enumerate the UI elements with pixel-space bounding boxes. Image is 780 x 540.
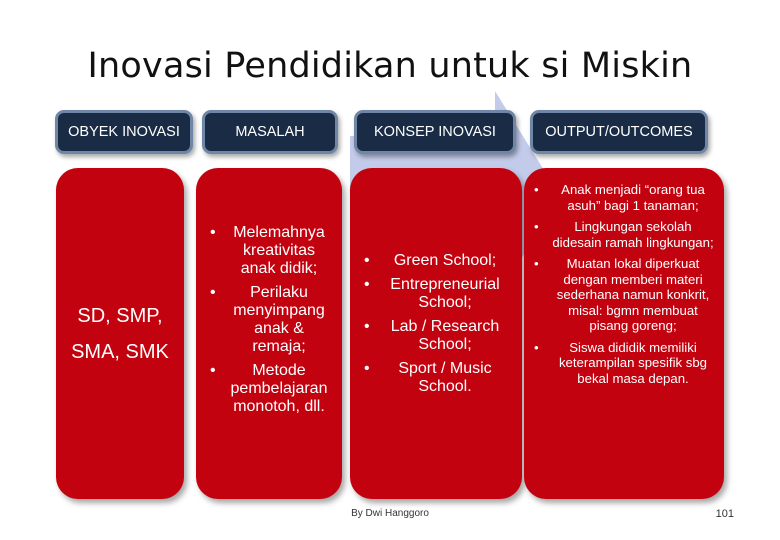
page-number: 101 xyxy=(715,508,734,520)
masalah-item: • Melemahnya kreativitas anak didik; xyxy=(208,224,332,278)
slide-title: Inovasi Pendidikan untuk si Miskin xyxy=(87,46,693,86)
box-konsep-inovasi xyxy=(350,168,522,499)
box-output-outcomes xyxy=(524,168,724,499)
header-konsep-inovasi: KONSEP INOVASI xyxy=(354,110,516,154)
header-obyek-inovasi: OBYEK INOVASI xyxy=(55,110,193,154)
masalah-item: • Metode pembelajaran monotoh, dll. xyxy=(208,362,332,416)
header-masalah: MASALAH xyxy=(202,110,338,154)
obyek-line-1: SD, SMP, xyxy=(77,304,163,327)
konsep-item: • Lab / Research School; xyxy=(362,318,510,354)
box-obyek-inovasi xyxy=(56,168,184,499)
konsep-item: • Green School; xyxy=(362,252,510,270)
output-item: • Lingkungan sekolah didesain ramah lingkungan; xyxy=(532,219,716,250)
obyek-line-2: SMA, SMK xyxy=(71,340,169,363)
konsep-item: • Entrepreneurial School; xyxy=(362,276,510,312)
output-item: • Siswa dididik memiliki keterampilan spesifik sbg bekal masa depan. xyxy=(532,340,716,387)
box-masalah xyxy=(196,168,342,499)
konsep-item: • Sport / Music School. xyxy=(362,360,510,396)
output-item: • Muatan lokal diperkuat dengan memberi materi sederhana namun konkrit, misal: bgmn membuat pisang goreng; xyxy=(532,256,716,334)
header-output-outcomes: OUTPUT/OUTCOMES xyxy=(530,110,708,154)
output-item: • Anak menjadi “orang tua asuh” bagi 1 tanaman; xyxy=(532,182,716,213)
footer-author: By Dwi Hanggoro xyxy=(351,508,429,519)
masalah-item: • Perilaku menyimpang anak & remaja; xyxy=(208,284,332,356)
